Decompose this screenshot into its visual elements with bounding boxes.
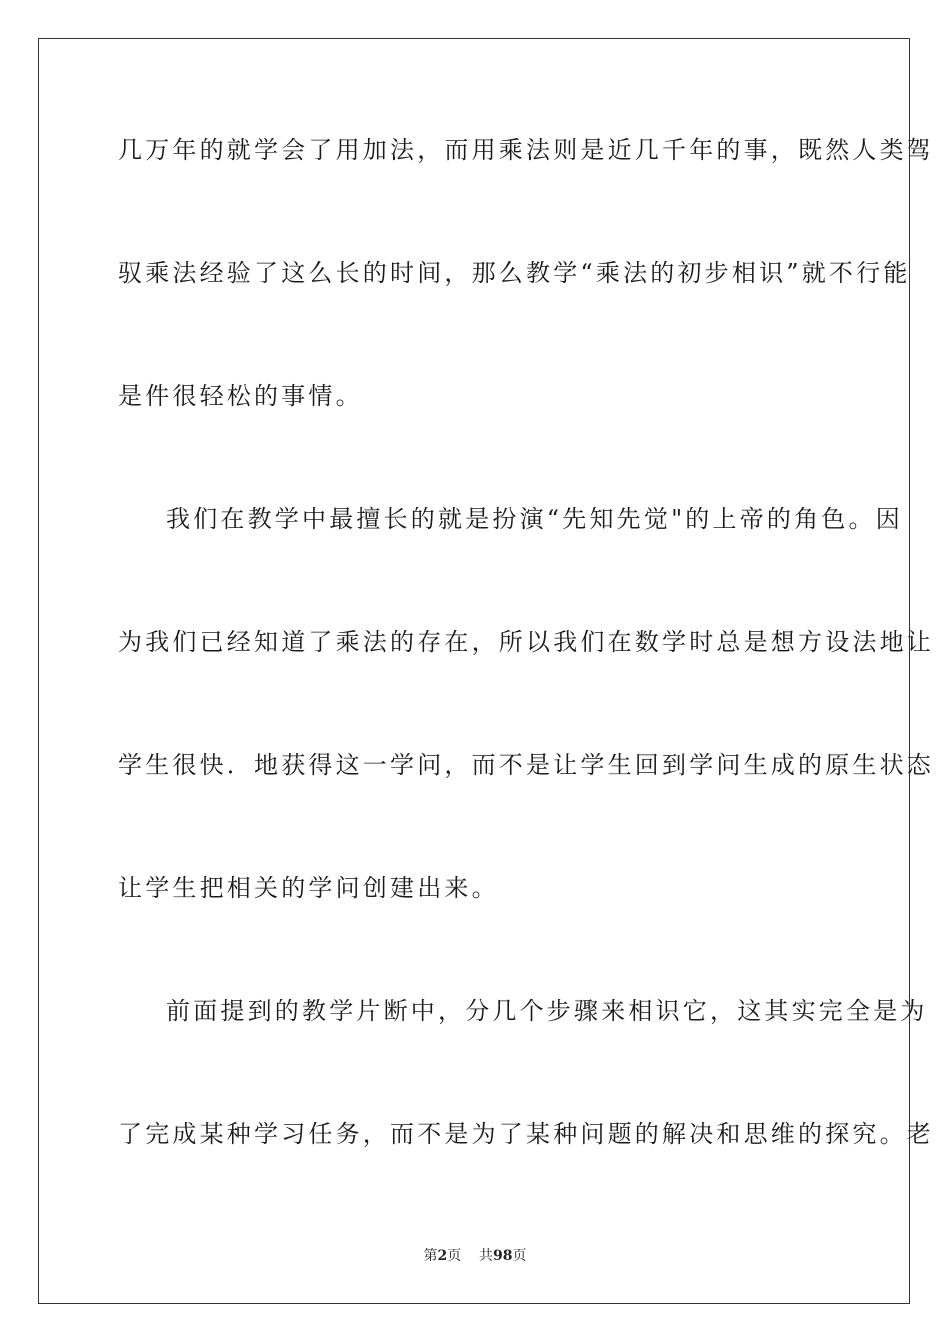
body-text-line: 几万年的就学会了用加法，而用乘法则是近几千年的事，既然人类驾 bbox=[118, 136, 934, 164]
page-suffix: 页 bbox=[447, 1248, 462, 1264]
page-prefix: 第 bbox=[423, 1248, 438, 1264]
page-frame bbox=[38, 38, 934, 1304]
total-suffix: 页 bbox=[512, 1248, 527, 1264]
body-text-line: 了完成某种学习任务，而不是为了某种问题的解决和思维的探究。老 bbox=[118, 1120, 934, 1148]
body-text-line: 让学生把相关的学问创建出来。 bbox=[118, 874, 499, 902]
body-text-line: 为我们已经知道了乘法的存在，所以我们在数学时总是想方设法地让 bbox=[118, 628, 934, 656]
total-prefix: 共 bbox=[479, 1248, 494, 1264]
page-number: 2 bbox=[437, 1248, 448, 1264]
paragraph-first-line: 前面提到的教学片断中，分几个步骤来相识它，这其实完全是为 bbox=[166, 997, 928, 1025]
total-pages: 98 bbox=[493, 1248, 513, 1264]
body-text-line: 是件很轻松的事情。 bbox=[118, 382, 363, 410]
body-text-line: 学生很快．地获得这一学问，而不是让学生回到学问生成的原生状态 bbox=[118, 751, 934, 779]
body-text-line: 驭乘法经验了这么长的时间，那么教学“乘法的初步相识”就不行能 bbox=[118, 259, 911, 287]
paragraph-first-line: 我们在教学中最擅长的就是扮演“先知先觉"的上帝的角色。因 bbox=[166, 505, 903, 533]
page-footer bbox=[0, 1247, 950, 1265]
